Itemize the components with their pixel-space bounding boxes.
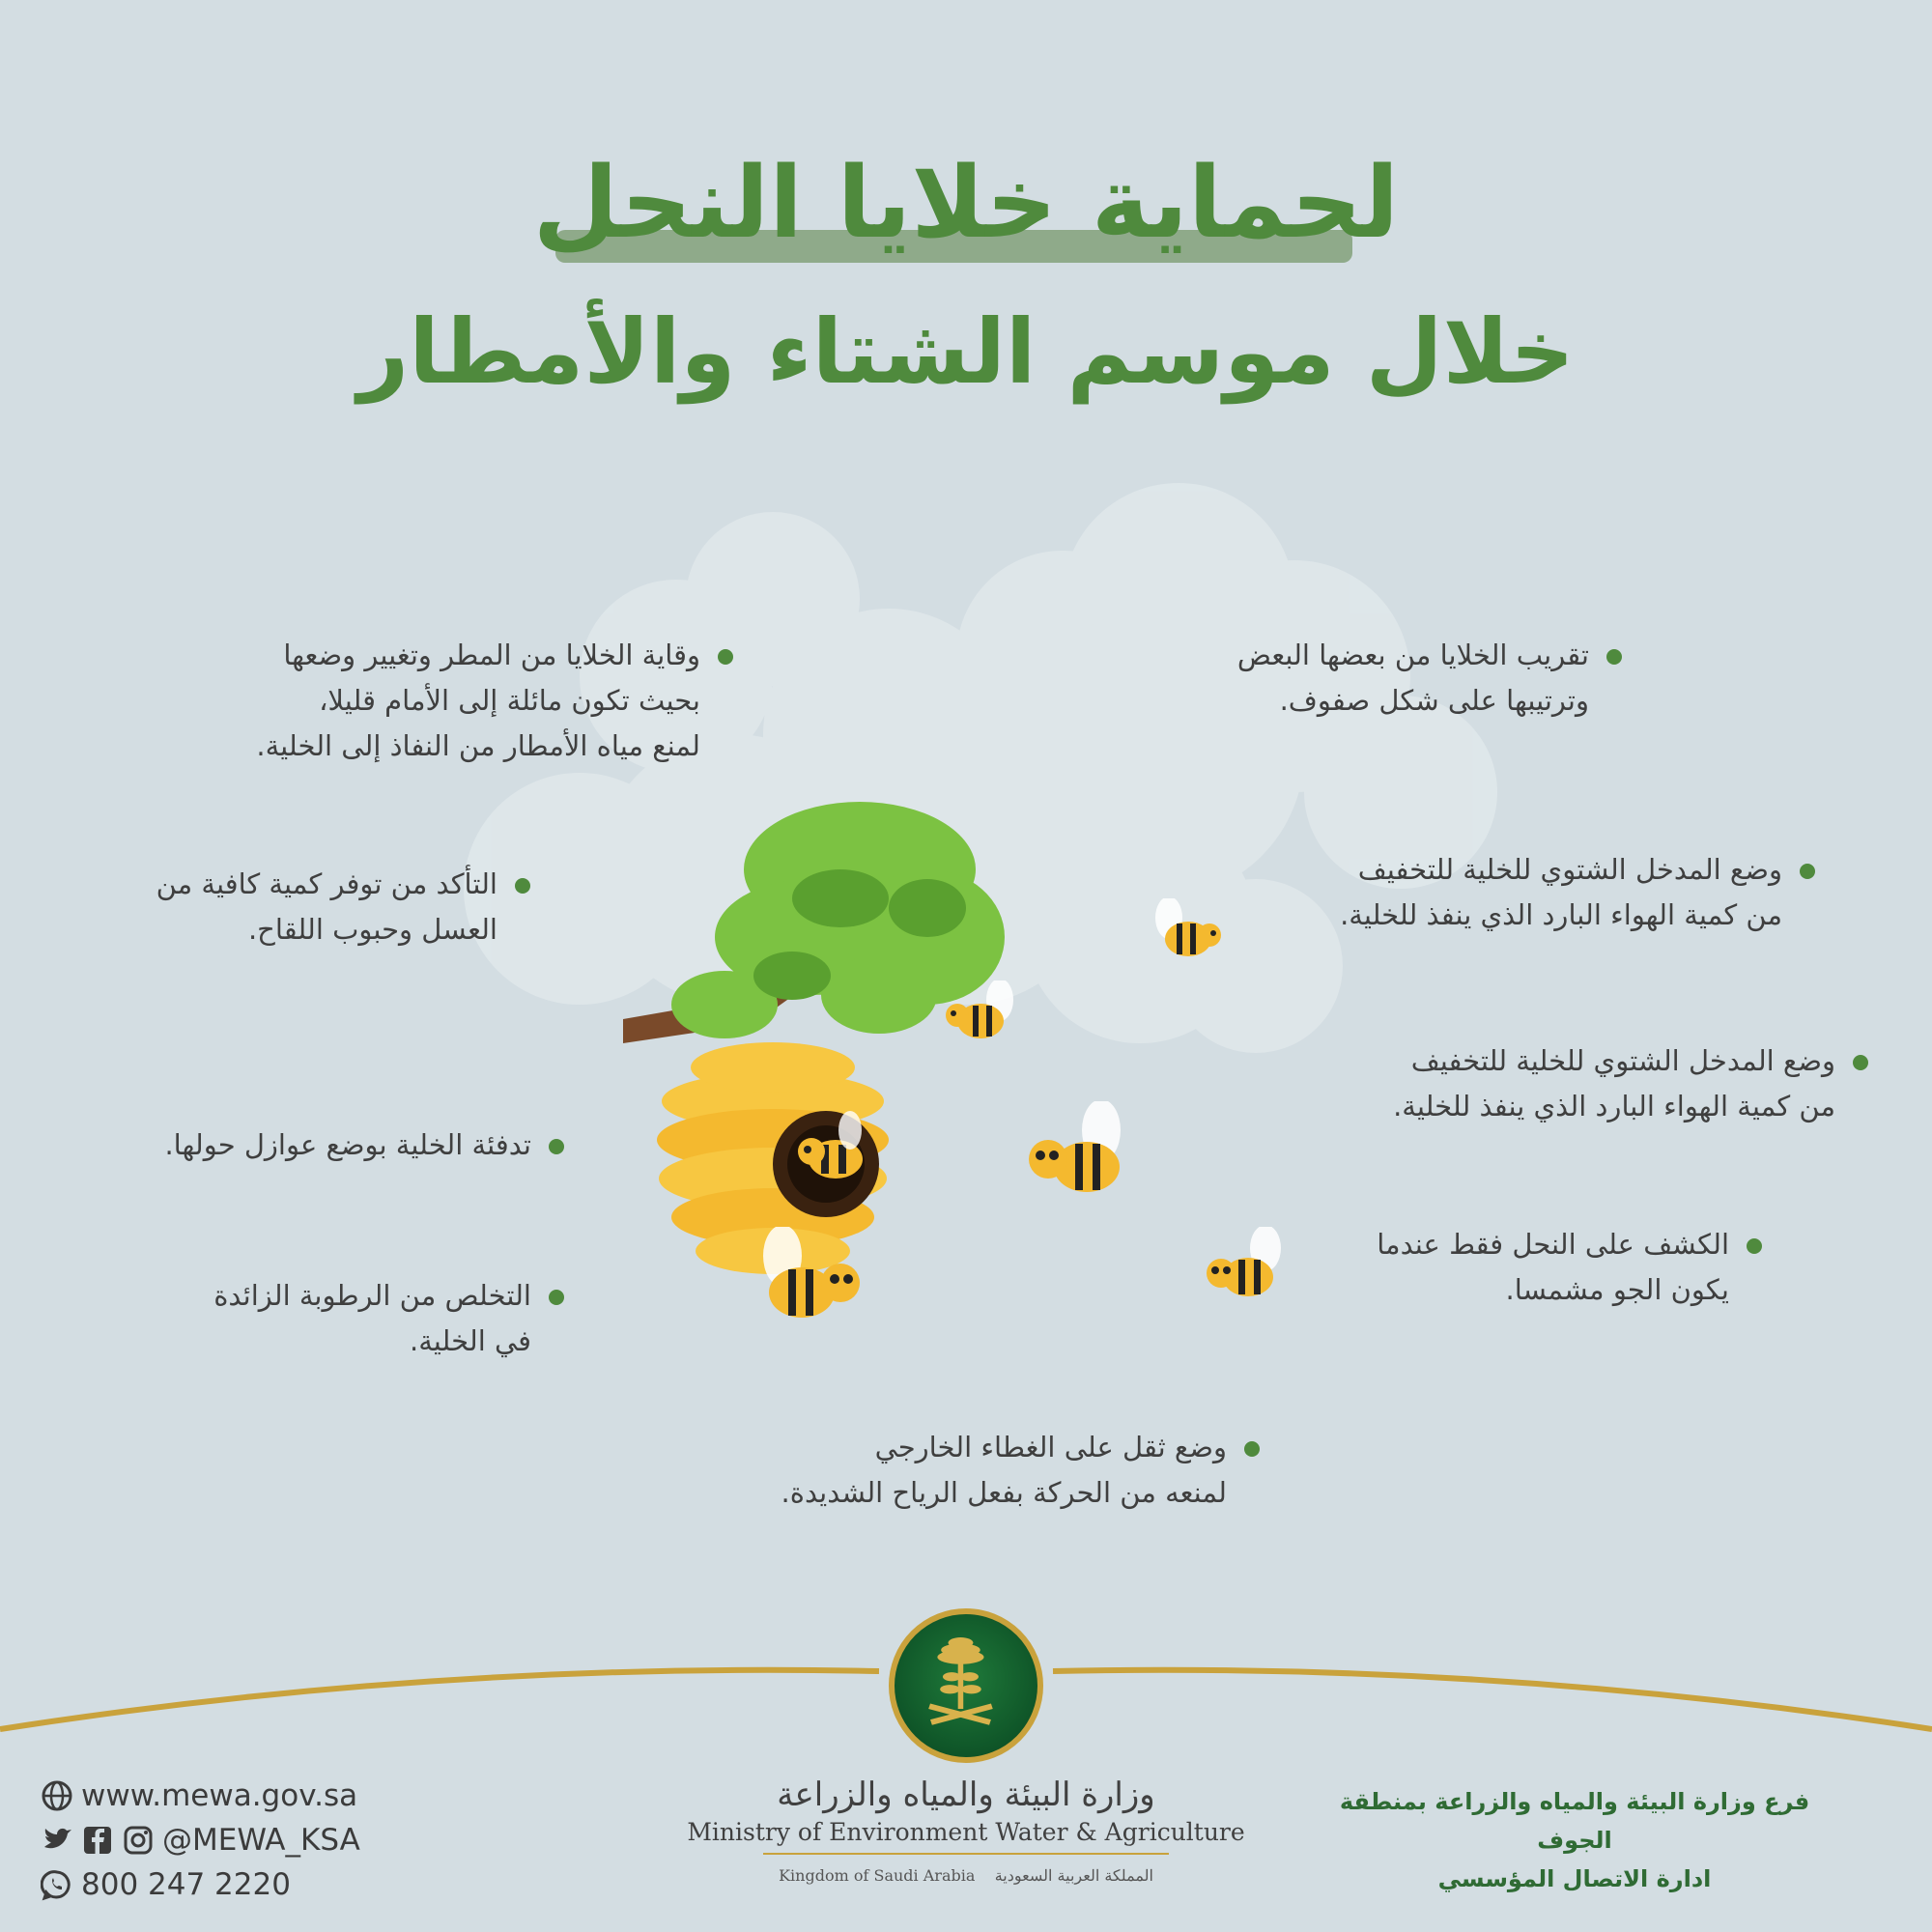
instagram-icon[interactable] <box>122 1824 155 1857</box>
globe-icon <box>41 1779 73 1812</box>
department-name: ادارة الاتصال المؤسسي <box>1437 1865 1712 1892</box>
twitter-icon[interactable] <box>41 1824 73 1857</box>
bee-icon <box>1198 1227 1294 1314</box>
bee-icon <box>1140 898 1227 966</box>
bullet-icon <box>1853 1055 1868 1070</box>
social-handle[interactable]: @MEWA_KSA <box>162 1823 360 1858</box>
bullet-icon <box>1747 1238 1762 1254</box>
bee-icon <box>942 980 1029 1048</box>
page-subtitle: خلال موسم الشتاء والأمطار <box>357 300 1575 404</box>
tip-inspect-sunny: الكشف على النحل فقط عندما يكون الجو مشمسا. <box>1323 1222 1729 1313</box>
palm-swords-icon <box>895 1614 1037 1757</box>
divider <box>763 1853 1169 1855</box>
page-title: لحماية خلايا النحل <box>532 146 1400 261</box>
branch-info <box>1304 1782 1845 1898</box>
phone-number[interactable]: 800 247 2220 <box>81 1867 291 1902</box>
bullet-icon <box>515 878 530 894</box>
tip-insulation: تدفئة الخلية بوضع عوازل حولها. <box>126 1122 531 1168</box>
tip-food-supply: التأكد من توفر كمية كافية من العسل وحبوب اللقاح. <box>106 862 497 952</box>
tip-winter-entrance-2: وضع المدخل الشتوي للخلية للتخفيف من كمية الهواء البارد الذي ينفذ للخلية. <box>1338 1038 1835 1129</box>
tip-humidity: التخلص من الرطوبة الزائدة في الخلية. <box>164 1273 531 1364</box>
tip-protect-from-rain: وقاية الخلايا من المطر وتغيير وضعها بحيث تكون مائلة إلى الأمام قليلا، لمنع مياه الأمطار من النفاذ إلى الخلية. <box>193 633 700 769</box>
kingdom-arabic: المملكة العربية السعودية <box>994 1866 1153 1885</box>
website-link[interactable]: www.mewa.gov.sa <box>81 1778 358 1813</box>
kingdom-label <box>676 1866 1256 1885</box>
bee-icon <box>744 1227 869 1333</box>
branch-name: فرع وزارة البيئة والمياه والزراعة بمنطقة الجوف <box>1339 1788 1810 1854</box>
facebook-icon[interactable] <box>81 1824 114 1857</box>
ministry-name-english: Ministry of Environment Water & Agriculture <box>687 1818 1245 1846</box>
tip-winter-entrance-1: وضع المدخل الشتوي للخلية للتخفيف من كمية الهواء البارد الذي ينفذ للخلية. <box>1285 847 1782 938</box>
bee-icon <box>1019 1101 1145 1208</box>
bullet-icon <box>1800 864 1815 879</box>
website-row <box>41 1774 446 1818</box>
phone-row <box>41 1862 446 1907</box>
bullet-icon <box>549 1290 564 1305</box>
tip-group-hives: تقريب الخلايا من بعضها البعض وترتيبها على شكل صفوف. <box>1188 633 1589 724</box>
bullet-icon <box>1606 649 1622 665</box>
kingdom-english: Kingdom of Saudi Arabia <box>779 1866 976 1885</box>
bullet-icon <box>549 1139 564 1154</box>
tip-weight-cover: وضع ثقل على الغطاء الخارجي لمنعه من الحركة بفعل الرياح الشديدة. <box>734 1425 1227 1516</box>
whatsapp-icon <box>41 1868 73 1901</box>
ministry-name-arabic: وزارة البيئة والمياه والزراعة <box>777 1776 1155 1814</box>
bullet-icon <box>1244 1441 1260 1457</box>
social-row <box>41 1818 446 1862</box>
ministry-logo <box>889 1608 1043 1763</box>
bullet-icon <box>718 649 733 665</box>
contact-info <box>41 1774 446 1907</box>
